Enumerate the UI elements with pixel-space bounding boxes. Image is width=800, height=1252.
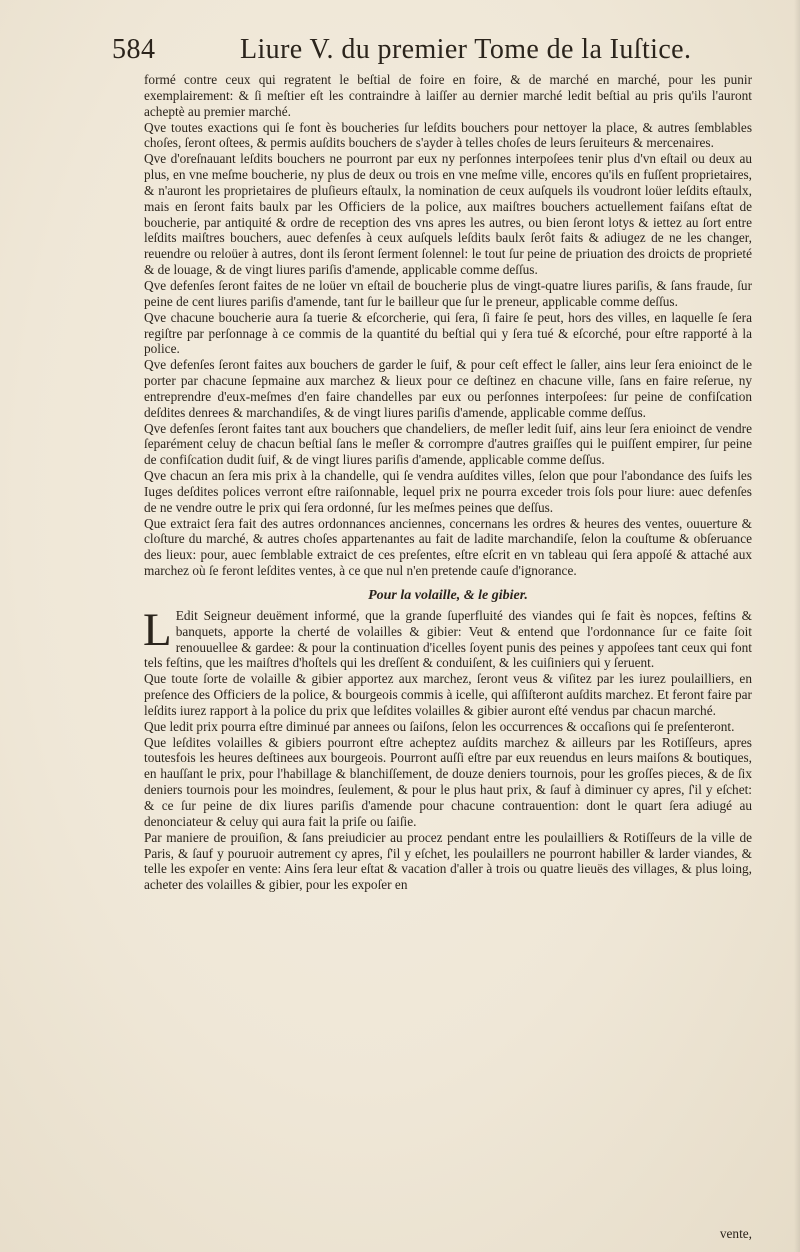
text-body	[144, 72, 752, 893]
paragraph: Qve chacun an ſera mis prix à la chandelle, qui ſe vendra auſdites villes, ſelon que pour l'abondance des ſuifs les Iuges deſdites polices verront eſtre raiſonnable, lequel prix ne pourra exceder trois ſols pour liure: auec defenſes de ne vendre outre le prix qui ſera ordonné, ſur les meſmes peines que deſſus.	[144, 468, 752, 515]
par-paragraph	[144, 830, 752, 893]
section-heading: Pour la volaille, & le gibier.	[368, 588, 528, 603]
paragraph: Que toute ſorte de volaille & gibier apportez aux marchez, ſeront veus & viſitez par les iurez poulailliers, en preſence des Officiers de la police, & bourgeois commis à icelle, qui aſſiſteront auſdits marchez. Et feront faire par leſdits iurez rapport à la police du prix que leſdites volailles & gibier auront eſté vendus par chacun marché.	[144, 671, 752, 718]
catchword: vente,	[719, 1226, 752, 1241]
paragraph: Qve chacune boucherie aura ſa tuerie & eſcorcherie, qui ſera, ſi faire ſe peut, hors des villes, en laquelle ſe ſera regiſtre par perſonnage à ce commis de la quantité du beſtial qui y ſera tué & eſcorché, pour eſtre rapporté à la police.	[144, 309, 752, 357]
paragraph: formé contre ceux qui regratent le beſtial de foire en foire, & de marché en marché, pour les punir exemplairement: & ſi meſtier eſt les contraindre à laiſſer au dernier marché ledit beſtial au pris qu'ils l'auront acheptè au premier marché.	[144, 72, 752, 119]
paragraph: Que ledit prix pourra eſtre diminué par annees ou ſaiſons, ſelon les occurrences & occaſions qui ſe preſenteront.	[144, 718, 735, 734]
edit-paragraph	[143, 603, 752, 671]
paragraph: Qve defenſes ſeront faites aux bouchers de garder le ſuif, & pour ceſt effect le ſaller, ains leur ſera enioinct de le porter par chacune ſepmaine aux marchez & lieux pour ce deſtinez en chacune ville, ſans en faire reſerue, ny entreprendre d'eux-meſmes d'en faire chandelles par eux ou perſonnes interpoſees: ſur peine de confiſcation deſdites denrees & marchandiſes, & de vingt liures pariſis d'amende, applicable comme deſſus.	[144, 357, 752, 420]
drop-capital: L	[143, 603, 172, 656]
edit-lead-word: Edit	[175, 607, 198, 623]
paragraph: Qve defenſes ſeront faites de ne loüer vn eſtail de boucherie plus de vingt-quatre liures pariſis, & ſans fraude, ſur peine de cent liures pariſis d'amende, tant ſur le bailleur que ſur le preneur, applicable comme deſſus.	[144, 277, 752, 309]
par-lead-word: Par	[144, 829, 162, 845]
par-paragraph-text: maniere de prouiſion, & ſans preiudicier au procez pendant entre les poulailliers & Rotiſſeurs de la ville de Paris, & ſauf y pouruoir autrement cy apres, ſ'il y eſchet, les poulaillers ne pourront habiller & larder viandes, & telle les expoſer en vente: Ains ſera leur eſtat & vacation d'aller à trois ou quatre lieuës des villages, & plus loing, acheter des volailles & gibier, pour les expoſer en	[144, 829, 752, 893]
page-header	[112, 28, 752, 68]
paragraph: Que leſdites volailles & gibiers pourront eſtre acheptez auſdits marchez & ailleurs par les Rotiſſeurs, apres toutesfois les heures deſtinees aux bourgeois. Pourront auſſi eſtre par eux reuendus en leurs maiſons & boutiques, en hauſſant le prix, pour l'habillage & blanchiſſement, de douze deniers tournois, pour les groſſes pieces, & de ſix deniers tournois pour les moindres, ſeulement, & pour le plus haut prix, & ſauf à diminuer cy apres, ſ'il y eſchet: & ce ſur peine de dix liures pariſis d'amende pour chacune contrauention: dont le quart ſera adiugé au denonciateur & celuy qui aura fait la priſe ou ſaiſie.	[144, 734, 752, 829]
paragraph: Que extraict ſera fait des autres ordonnances anciennes, concernans les ordres & heures des ventes, ouuerture & cloſture du marché, & autres choſes appartenantes au fait de ladite marchandiſe, ſelon la couſtume & obſeruance des lieux: pour, auec ſemblable extraict de ces preſentes, eſtre eſcrit en vn tableau qui ſera appoſé & attaché aux marchez où ſe feront leſdites ventes, à ce que nul n'en pretende cauſe d'ignorance.	[144, 515, 752, 579]
page-number: 584	[112, 34, 156, 65]
paragraph: Qve d'oreſnauant leſdits bouchers ne pourront par eux ny perſonnes interpoſees tenir plus d'vn eſtail ou deux au plus, en vne meſme boucherie, ny plus de deux ou trois en vne meſme ville, encores qu'ils en fuſſent proprietaires, & n'auront les proprietaires de pluſieurs eſtaulx, la nomination de ceux auſquels ils voudront loüer leſdits eſtaulx, mais en ſeront faits baulx par les Officiers de la police, aux maiſtres bouchers actuellement faiſans eſtat de boucherie, par antiquité & ordre de reception des vns apres les autres, ou bien ſeront lotys & iettez au ſort entre leſdits maiſtres bouchers, auec defenſes à ceux auſquels leſdits baulx ſerôt faits & adiugez de ne les changer, reuendre ou reloüer à autres, dont ils ſeront ſerment ſolennel: le tout ſur peine de priuation des droicts de proprieté & de louage, & de vingt liures pariſis d'amende, applicable comme deſſus.	[144, 151, 752, 278]
page-edge-shadow	[794, 0, 800, 1252]
paragraph: Qve defenſes ſeront faites tant aux bouchers que chandeliers, de meſler ledit ſuif, ains leur ſera enioinct de vendre ſeparément celuy de chacun beſtial ſans le meſler & corrompre d'autres graiſſes qui le puiſſent empirer, ſur peine de confiſcation dudit ſuif, & de vingt liures pariſis d'amende, applicable comme deſſus.	[144, 420, 752, 468]
running-title: Liure V. du premier Tome de la Iuſtice.	[240, 34, 692, 65]
paragraph: Qve toutes exactions qui ſe font ès boucheries ſur leſdits bouchers pour nettoyer la place, & autres ſemblables choſes, ſeront oſtees, & permis auſdits bouchers de s'ayder à telles choſes de leurs ſeruiteurs & mercenaires.	[144, 119, 752, 151]
edit-paragraph-text: Seigneur deuëment informé, que la grande ſuperfluité des viandes qui ſe fait ès nopces, feſtins & banquets, apporte la cherté de volailles & gibier: Veut & entend que l'ordonnance ſur ce faite ſoit renouuellee & gardee: & pour la continuation d'icelles ſoyent punis des peines y appoſees tant ceux qui font tels feſtins, que les maiſtres d'hoſtels qui les dreſſent & conduiſent, & les cuiſiniers qui y ſeruent.	[144, 607, 752, 671]
